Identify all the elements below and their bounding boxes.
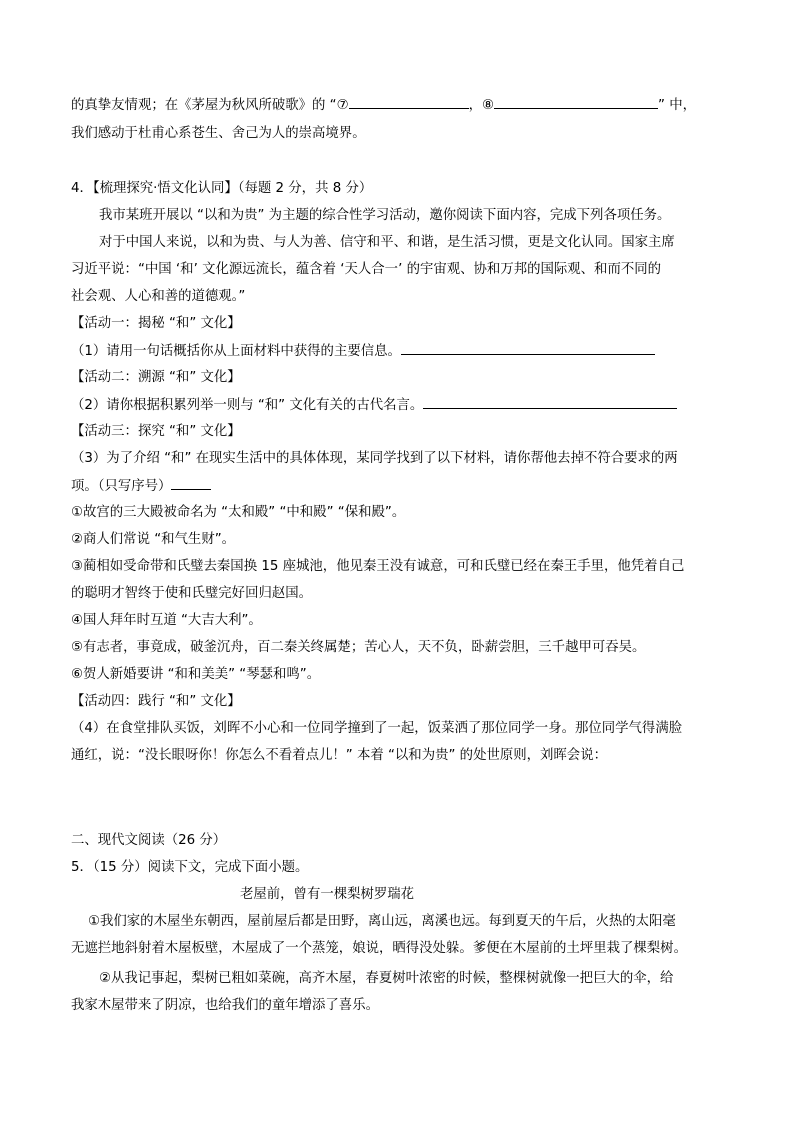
article-para-1-line-1: ①我们家的木屋坐东朝西，屋前屋后都是田野，离山远，离溪也远。每到夏天的午后，火热的太阳毫: [88, 914, 676, 929]
option-3-line-1: ③蔺相如受命带和氏璧去秦国换 15 座城池，他见秦王没有诚意，可和氏璧已经在秦王手里，他凭着自己: [71, 559, 685, 574]
question-4-line-1: （4）在食堂排队买饭，刘晖不小心和一位同学撞到了一起，饭菜洒了那位同学一身。那位同学气得满脸: [71, 721, 683, 736]
q4-para-2-line-1: 对于中国人来说，以和为贵、与人为善、信守和平、和谐，是生活习惯，更是文化认同。国家主席: [99, 235, 675, 250]
intro-line-2: 我们感动于杜甫心系苍生、舍己为人的崇高境界。: [71, 126, 366, 141]
article-para-2-line-2: 我家木屋带来了阴凉，也给我们的童年增添了喜乐。: [71, 998, 379, 1013]
intro-line-1: [71, 96, 696, 115]
question-3-text: 项。（只写序号）: [71, 479, 172, 494]
q4-heading: [71, 180, 372, 198]
activity-4-heading: 【活动四：践行 “和” 文化】: [71, 694, 241, 709]
question-2: [71, 396, 677, 415]
question-1: [71, 342, 655, 361]
article-para-2-line-1: ②从我记事起，梨树已粗如菜碗，高齐木屋，春夏树叶浓密的时候，整棵树就像一把巨大的伞，给: [99, 971, 674, 986]
activity-3-heading: 【活动三：探究 “和” 文化】: [71, 424, 241, 439]
q4-para-1: 我市某班开展以 “以和为贵” 为主题的综合性学习活动，邀你阅读下面内容，完成下列各项任务。: [99, 208, 671, 223]
answer-blank-q3[interactable]: [171, 477, 211, 490]
article-title: 老屋前，曾有一棵梨树罗瑞花: [240, 887, 415, 902]
option-2: ②商人们常说 “和气生财”。: [71, 532, 236, 547]
question-3-line-2: [71, 477, 211, 496]
section-2-heading: 二、现代文阅读（26 分）: [71, 833, 227, 848]
option-6: ⑥贺人新婚要讲 “和和美美” “琴瑟和鸣”。: [71, 667, 321, 682]
option-5: ⑤有志者，事竟成，破釜沉舟，百二秦关终属楚；苦心人，天不负，卧薪尝胆，三千越甲可吞吴。: [71, 640, 646, 655]
article-para-1-line-2: 无遮拦地斜射着木屋板壁，木屋成了一个蒸笼，娘说，晒得没处躲。爹便在木屋前的土坪里栽了棵梨树。: [71, 941, 687, 956]
question-3-line-1: （3）为了介绍 “和” 在现实生活中的具体体现，某同学找到了以下材料，请你帮他去掉不符合要求的两: [71, 451, 678, 466]
option-1: ①故宫的三大殿被命名为 “太和殿” “中和殿” “保和殿”。: [71, 505, 406, 520]
intro-text-c: ” 中，: [658, 98, 697, 113]
q4-para-2-line-2: 习近平说：“中国 ‘和’ 文化源远流长，蕴含着 ‘天人合一’ 的宇宙观、协和万邦的国际观、和而不同的: [71, 262, 662, 277]
question-5-heading: 5．（15 分）阅读下文，完成下面小题。: [71, 860, 309, 875]
answer-blank-7[interactable]: [349, 96, 469, 109]
q4-number: 4．: [71, 181, 93, 196]
question-4-line-2: 通红，说：“没长眼呀你！你怎么不看着点儿！” 本着 “以和为贵” 的处世原则，刘晖会说：: [71, 748, 607, 763]
answer-blank-8[interactable]: [494, 96, 658, 109]
question-2-text: （2）请你根据积累列举一则与 “和” 文化有关的古代名言。: [71, 398, 424, 413]
intro-text-a: 的真挚友情观；在《茅屋为秋风所破歌》的 “⑦: [71, 98, 349, 113]
question-1-text: （1）请用一句话概括你从上面材料中获得的主要信息。: [71, 344, 401, 359]
option-3-line-2: 的聪明才智终于使和氏璧完好回归赵国。: [71, 586, 313, 601]
answer-blank-q2[interactable]: [423, 396, 677, 409]
q4-title: 【梳理探究·悟文化认同】: [92, 181, 238, 196]
intro-text-b: ，⑧: [468, 98, 495, 113]
option-4: ④国人拜年时互道 “大吉大利”。: [71, 613, 262, 628]
q4-points: （每题 2 分，共 8 分）: [237, 181, 373, 196]
q4-para-2-line-3: 社会观、人心和善的道德观。”: [71, 289, 246, 304]
answer-blank-q1[interactable]: [401, 342, 655, 355]
activity-1-heading: 【活动一：揭秘 “和” 文化】: [71, 316, 241, 331]
activity-2-heading: 【活动二：溯源 “和” 文化】: [71, 370, 241, 385]
